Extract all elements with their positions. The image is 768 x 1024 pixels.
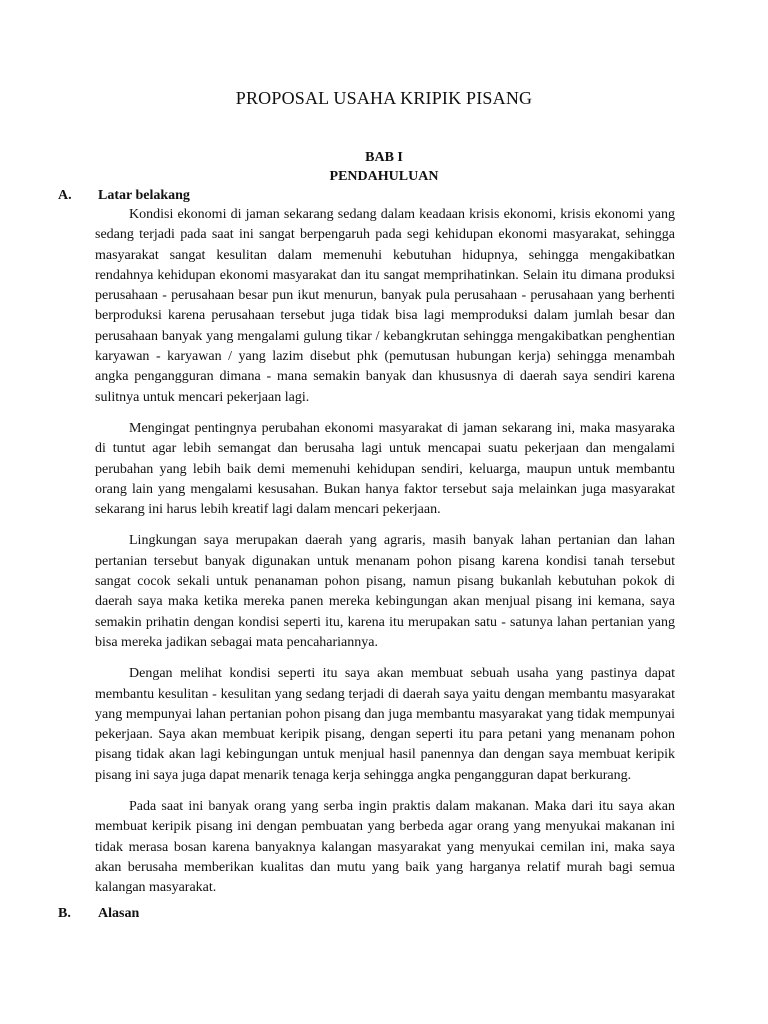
- paragraph: Lingkungan saya merupakan daerah yang agraris, masih banyak lahan pertanian dan lahan pertanian tersebut banyak digunakan untuk menanam pohon pisang karena kondisi tanah tersebut sangat cocok sekali untuk penanaman pohon pisang, namun pisang bukanlah kebutuhan pokok di daerah saya maka ketika mereka panen mereka kebingungan akan menjual pisang ini kemana, saya semakin prihatin dengan kondisi seperti itu, karena itu merupakan satu - satunya lahan pertanian yang bisa mereka jadikan sebagai mata pencahariannya.: [95, 533, 675, 650]
- chapter-number: BAB I: [365, 150, 403, 165]
- section-title: Latar belakang: [98, 188, 190, 203]
- paragraph: Pada saat ini banyak orang yang serba ingin praktis dalam makanan. Maka dari itu saya akan membuat keripik pisang ini dengan pembuatan yang berbeda agar orang yang menyukai makanan ini tidak merasa bosan karena banyaknya kalangan masyarakat yang menyukai cemilan ini, maka saya akan berusaha memberikan kualitas dan mutu yang baik yang harganya relatif murah bagi semua kalangan masyarakat.: [95, 799, 675, 896]
- section-heading-b: [58, 904, 139, 923]
- paragraph: Kondisi ekonomi di jaman sekarang sedang dalam keadaan krisis ekonomi, krisis ekonomi yang sedang terjadi pada saat ini sangat berpengaruh pada segi kehidupan ekonomi masyarakat, sehingga masyarakat sangat kesulitan dalam memenuhi kebutuhan hidupnya, sehingga mengakibatkan rendahnya kehidupan ekonomi masyarakat dan itu sangat memprihatinkan. Selain itu dimana produksi perusahaan - perusahaan besar pun ikut menurun, banyak pula perusahaan - perusahaan yang berhenti berproduksi karena perusahaan tersebut juga tidak bisa lagi memproduksi dalam jumlah besar dan perusahaan banyak yang mengalami gulung tikar / kebangkrutan sehingga mengakibatkan penghentian karyawan - karyawan / yang lazim disebut phk (pemutusan hubungan kerja) sehingga menambah angka pengangguran dimana - mana semakin banyak dan khususnya di daerah saya sendiri karena sulitnya untuk mencari pekerjaan lagi.: [95, 207, 675, 405]
- paragraph: Dengan melihat kondisi seperti itu saya akan membuat sebuah usaha yang pastinya dapat membantu kesulitan - kesulitan yang sedang terjadi di daerah saya yaitu dengan membantu masyarakat yang mempunyai lahan pertanian pohon pisang dan juga membantu masyarakat yang tidak mempunyai pekerjaan. Saya akan membuat keripik pisang, dengan seperti itu para petani yang menanam pohon pisang tidak akan lagi kebingungan untuk menjual hasil panennya dan dengan saya membuat keripik pisang ini saya juga dapat menarik tenaga kerja sehingga angka pengangguran dapat berkurang.: [95, 666, 675, 783]
- chapter-heading: [0, 148, 768, 186]
- section-letter: B.: [58, 906, 71, 921]
- section-body-a: [95, 205, 675, 910]
- section-heading-a: [58, 186, 190, 205]
- paragraph: Mengingat pentingnya perubahan ekonomi masyarakat di jaman sekarang ini, maka masyaraka di tuntut agar lebih semangat dan berusaha lagi untuk mencapai suatu pekerjaan dan mengalami perubahan yang lebih baik demi memenuhi kehidupan sendiri, keluarga, maupun untuk membantu orang lain yang mengalami kesusahan. Bukan hanya faktor tersebut saja melainkan juga masyarakat sekarang ini harus lebih kreatif lagi dalam mencari pekerjaan.: [95, 420, 675, 518]
- section-letter: A.: [58, 188, 72, 203]
- chapter-name: PENDAHULUAN: [329, 169, 439, 184]
- document-title: PROPOSAL USAHA KRIPIK PISANG: [235, 88, 533, 108]
- section-title: Alasan: [98, 906, 140, 921]
